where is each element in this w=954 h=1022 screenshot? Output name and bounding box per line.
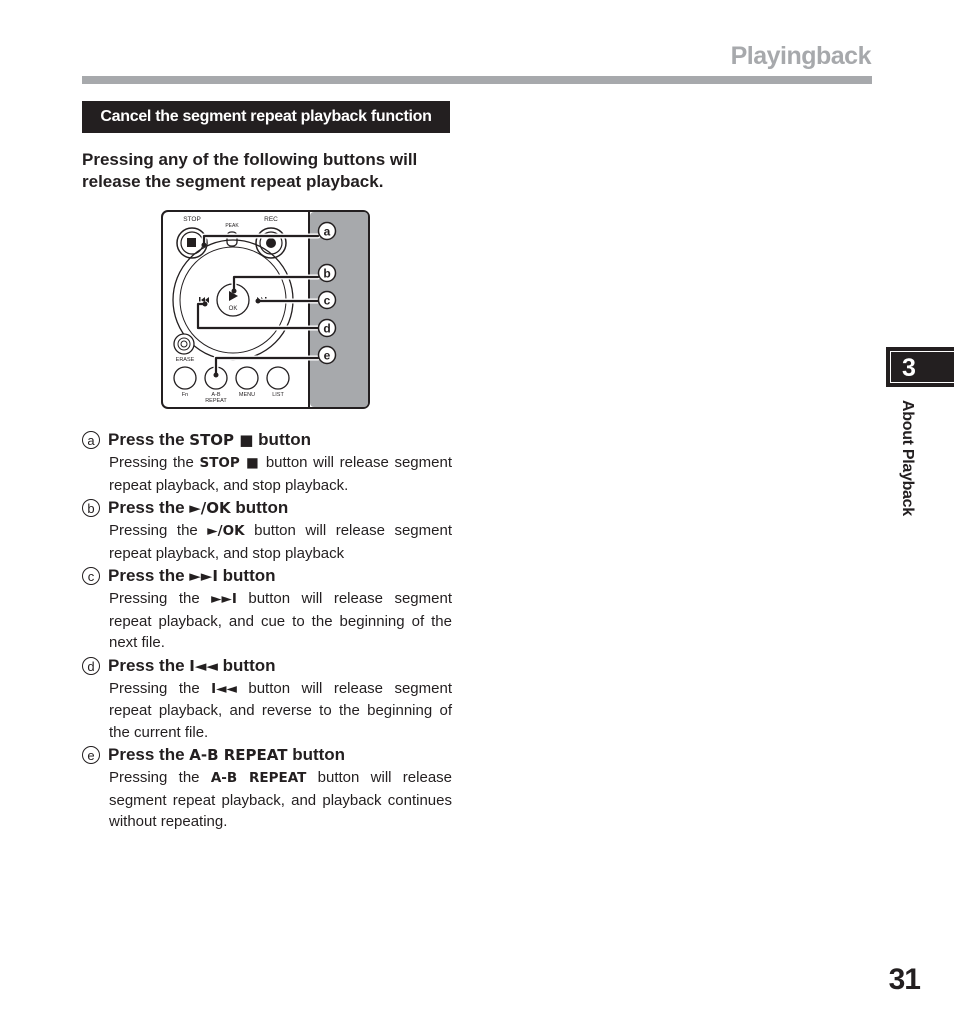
recorder-buttons-diagram (158, 208, 374, 412)
rec-icon (266, 238, 276, 248)
item-fast-forward (82, 564, 452, 654)
page-number: 31 (888, 963, 920, 996)
item-letter: b (82, 499, 100, 517)
rec-label: REC (264, 216, 278, 223)
item-letter: a (82, 431, 100, 449)
item-description: Pressing the I◄◄ button will release segment repeat playback, and reverse to the beginning of the current file. (109, 679, 453, 741)
item-ab-repeat (82, 743, 452, 833)
callout-c: c (323, 293, 331, 308)
peak-label: PEAK (225, 223, 239, 229)
repeat-label: REPEAT (205, 398, 227, 404)
item-description: Pressing the ►►I button will release segment repeat playback, and cue to the beginning of the next file. (109, 590, 453, 651)
button-list (82, 428, 452, 833)
stop-icon (187, 238, 196, 247)
callout-d: d (323, 321, 331, 336)
item-description: Pressing the ►/OK button will release segment repeat playback, and stop playback (109, 522, 452, 562)
header-rule (82, 76, 872, 84)
menu-button (236, 367, 258, 389)
item-title: Press the ►►I button (108, 566, 276, 585)
ok-label: OK (228, 306, 238, 312)
erase-button (174, 334, 194, 354)
intro-text: Pressing any of the following buttons will release the segment repeat playback. (82, 150, 418, 191)
item-description: Pressing the STOP ■ button will release segment repeat playback, and stop playback. (109, 454, 452, 494)
item-letter: e (82, 746, 100, 764)
item-title: Press the STOP ■ button (108, 430, 312, 449)
item-stop (82, 428, 452, 496)
item-title: Press the A-B REPEAT button (108, 745, 346, 764)
menu-label: MENU (238, 392, 256, 398)
item-letter: c (82, 567, 100, 585)
callout-e: e (323, 348, 331, 363)
fn-label: Fn (181, 392, 189, 398)
item-description: Pressing the A-B REPEAT button will release segment repeat playback, and playback continues without repeating. (109, 769, 453, 830)
item-letter: d (82, 657, 100, 675)
header-title: Playingback (730, 42, 871, 70)
item-rewind (82, 654, 452, 744)
item-play-ok (82, 496, 452, 564)
section-heading: Cancel the segment repeat playback function (82, 101, 450, 133)
stop-label: STOP (183, 216, 201, 223)
fn-button (174, 367, 196, 389)
item-title: Press the ►/OK button (108, 498, 289, 517)
chapter-tab: 3 (886, 347, 954, 387)
erase-label: ERASE (175, 357, 195, 363)
list-label: LIST (272, 392, 284, 398)
callout-a: a (323, 224, 331, 239)
item-title: Press the I◄◄ button (108, 655, 276, 675)
ab-label: A-B (211, 392, 221, 398)
chapter-side-label: About Playback (899, 400, 916, 516)
callout-b: b (323, 266, 331, 281)
list-button (267, 367, 289, 389)
